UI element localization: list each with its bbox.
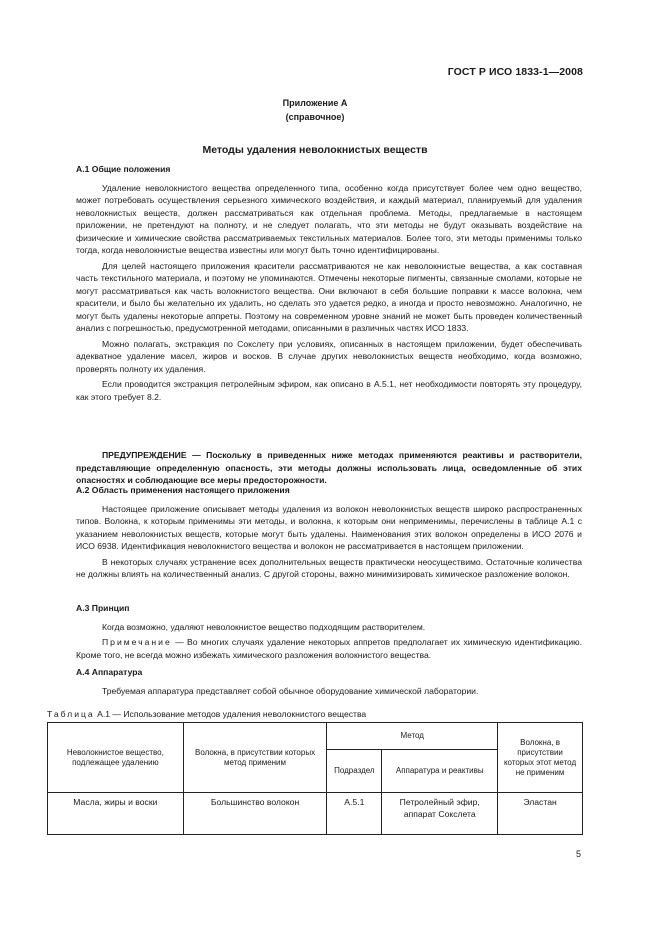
paragraph: Настоящее приложение описывает методы удаления из волокон неволокнистых веществ широко распространенных типов. Волокна, к которым применимы эти методы, и волокна, к которым они неприменимы, перечислены в таблице А.1 с указанием неволокнистых веществ, которые могут быть удалены. Наименования этих волокон определены в ИСО 2076 и ИСО 6938. Идентификация неволокнистого вещества и волокон не рассматривается в настоящем приложении. [76,503,582,551]
header-fibers-not-applicable: Волокна, в присутствии которых этот метод не применим [498,723,583,793]
paragraph: Для целей настоящего приложения красители рассматриваются не как неволокнистые вещества, а как составная часть текстильного материала, и поэтому не упоминаются. Отмечены некоторые пигменты, связанные смолами, которые не могут рассматриваться как часть волокнистого вещества. Они включают в себя большие поправки к массе волокна, чем красители, и было бы желательно их удалить, но сделать это удается редко, а иногда и просто невозможно. Аналогично, не могут быть удалены некоторые аппреты. Поэтому на современном уровне знаний не может быть проведен количественный анализ с погрешностью, предусмотренной методами, описанными в различных частях ИСО 1833. [76,260,582,333]
header-fibers-applicable: Волокна, в присутствии которых метод применим [183,723,327,793]
appendix-type: (справочное) [285,112,345,122]
appendix-label: Приложение А [282,98,348,108]
section-heading: А.4 Аппаратура [76,667,143,677]
table-caption-label: Таблица [47,709,95,719]
section-a3 [76,602,582,664]
section-a2 [76,484,582,584]
paragraph: Удаление неволокнистого вещества определенного типа, особенно когда присутствует более чем одно вещество, может потребовать осуществления серьезного химического воздействия, и каждый материал, планируемый для удаления неволокнистых веществ, должен рассматриваться как отдельная проблема. Методы, предлагаемые в настоящем приложении, не претендуют на полноту, и не следует полагать, что эти методы не будут оказывать воздействие на физические и химические свойства рассматриваемых текстильных материалов. Более того, эти методы применимы только тогда, когда неволокнистые вещества известны или могут быть точно идентифицированы. [76,182,582,255]
page-number: 5 [576,849,582,859]
document-code: ГОСТ Р ИСО 1833-1—2008 [447,66,583,78]
appendix-heading [0,96,630,124]
table-header-row [48,723,583,750]
table-caption-text: А.1 — Использование методов удаления неволокнистого вещества [94,709,367,719]
cell-apparatus: Петролейный эфир, аппарат Сокслета [382,793,498,835]
paragraph: Если проводится экстракция петролейным эфиром, как описано в А.5.1, нет необходимости повторять эту процедуру, как этого требует 8.2. [76,379,582,402]
methods-table [47,722,583,835]
paragraph: Когда возможно, удаляют неволокнистое вещество подходящим растворителем. [102,621,426,632]
paragraph: Требуемая аппаратура представляет собой обычное оборудование химической лаборатории. [102,685,479,696]
cell-fibers-not-applicable: Эластан [498,793,583,835]
cell-subsection: А.5.1 [327,793,382,835]
note-text: — Во многих случаях удаление некоторых аппретов предполагает их химическую идентификацию. Кроме того, не всегда можно избежать химического разложения волокнистого вещества. [76,637,582,660]
warning-text: ПРЕДУПРЕЖДЕНИЕ — Поскольку в приведенных ниже методах применяются реактивы и растворители, представляющие определенную опасность, эти методы должны использовать лица, осведомленные об этих опасностях и соблюдающие все меры предосторожности. [76,450,582,485]
note [76,636,582,661]
appendix-title: Методы удаления неволокнистых веществ [202,144,428,156]
section-a4 [76,666,582,700]
section-heading: А.3 Принцип [76,603,130,613]
header-substance: Неволокнистое вещество, подлежащее удалению [48,723,184,793]
note-label: Примечание [102,637,172,647]
cell-substance: Масла, жиры и воски [48,793,184,835]
header-subsection: Подраздел [327,750,382,793]
paragraph: В некоторых случаях устранение всех дополнительных веществ практически неосуществимо. Остаточные количества не должны влиять на количественный анализ. С другой стороны, важно минимизировать химическое разложение волокон. [76,556,582,579]
header-apparatus: Аппаратура и реактивы [382,750,498,793]
section-a1 [76,163,582,406]
table-row [48,793,583,835]
section-heading: А.2 Область применения настоящего приложения [76,485,290,495]
header-method: Метод [327,723,498,750]
cell-fibers-applicable: Большинство волокон [183,793,327,835]
table-caption [47,709,366,719]
paragraph: Можно полагать, экстракция по Сокслету при условиях, описанных в настоящем приложении, будет обеспечивать адекватное удаление масел, жиров и восков. В случае других неволокнистых веществ необходимо, когда возможно, проверять полноту их удаления. [76,338,582,374]
section-heading: А.1 Общие положения [76,164,171,174]
